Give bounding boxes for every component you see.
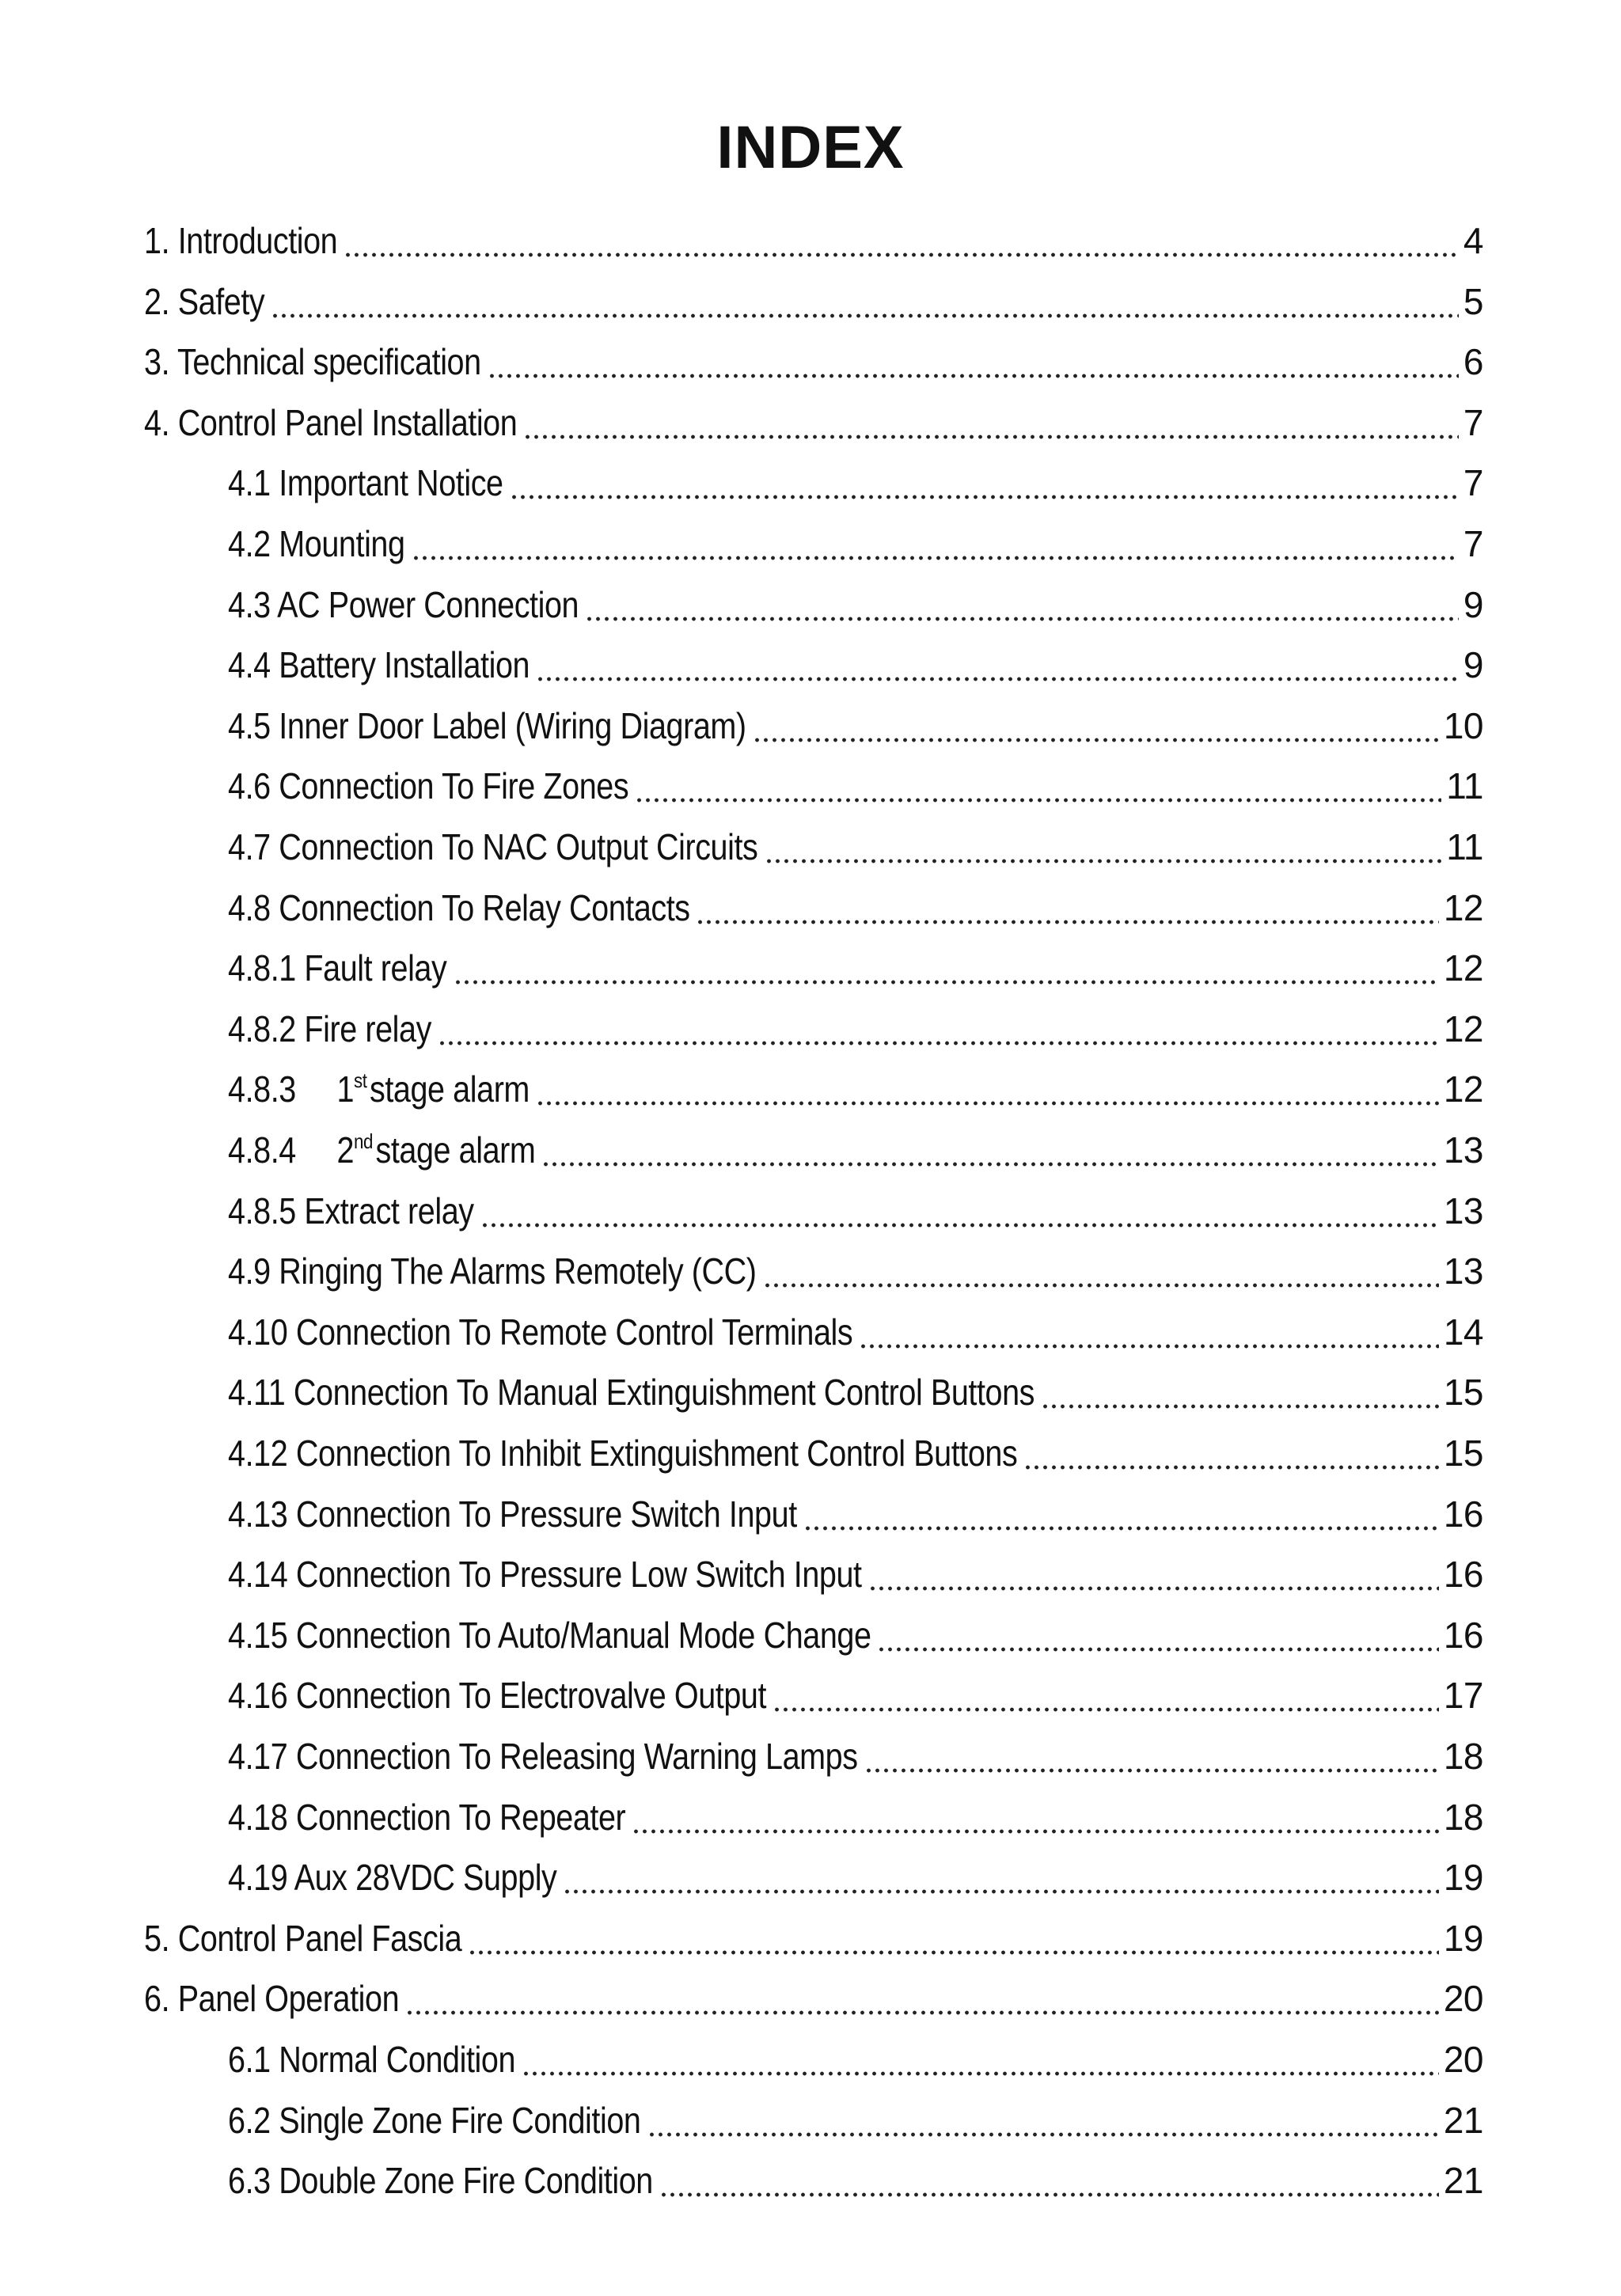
toc-entry[interactable] — [228, 575, 1483, 635]
toc-page-number: 18 — [1443, 1736, 1483, 1777]
toc-page-number: 16 — [1443, 1614, 1483, 1656]
toc-entry-title: 6.2 Single Zone Fire Condition — [228, 2099, 641, 2141]
dot-leader — [864, 1767, 1439, 1774]
dot-leader — [488, 372, 1459, 380]
toc-page-number: 19 — [1443, 1857, 1483, 1899]
toc-entry[interactable] — [228, 1605, 1483, 1665]
toc-entry[interactable] — [144, 1908, 1483, 1968]
dot-leader — [1023, 1463, 1439, 1471]
toc-entry-title: 6.3 Double Zone Fire Condition — [228, 2160, 653, 2202]
toc-entry[interactable] — [228, 2090, 1483, 2150]
toc-page-number: 4 — [1463, 220, 1483, 261]
dot-leader — [763, 1281, 1439, 1289]
toc-entry-title: 4.16 Connection To Electrovalve Output — [228, 1675, 767, 1717]
toc-entry[interactable] — [228, 1120, 1483, 1180]
toc-page-number: 15 — [1443, 1372, 1483, 1414]
toc-page-number: 9 — [1463, 583, 1483, 625]
toc-entry-title: 4.1 Important Notice — [228, 462, 503, 504]
toc-entry-text: stage alarm — [375, 1129, 536, 1171]
dot-leader — [405, 2009, 1439, 2017]
toc-page-number: 7 — [1463, 523, 1483, 564]
toc-entry-title: 1. Introduction — [144, 220, 338, 261]
dot-leader — [765, 857, 1441, 865]
toc-page-number: 21 — [1443, 2099, 1483, 2141]
dot-leader — [510, 493, 1459, 501]
toc-page-number: 21 — [1443, 2160, 1483, 2202]
dot-leader — [635, 796, 1441, 804]
dot-leader — [412, 554, 1459, 562]
toc-page-number: 10 — [1443, 704, 1483, 746]
toc-page-number: 16 — [1443, 1493, 1483, 1535]
toc-entry-title: 4.5 Inner Door Label (Wiring Diagram) — [228, 704, 746, 746]
toc-entry-title: 2. Safety — [144, 280, 265, 322]
toc-page-number: 15 — [1443, 1433, 1483, 1474]
toc-entry[interactable] — [228, 938, 1483, 998]
toc-entry[interactable] — [228, 1181, 1483, 1241]
toc-entry-title: 3. Technical specification — [144, 341, 481, 383]
toc-entry-title: 4.3 AC Power Connection — [228, 583, 579, 625]
dot-leader — [859, 1342, 1439, 1350]
toc-entry-text: stage alarm — [370, 1068, 530, 1110]
dot-leader — [803, 1524, 1439, 1532]
toc-page-number: 11 — [1446, 765, 1483, 807]
toc-ordinal-suffix: st — [354, 1068, 367, 1093]
toc-page-number: 9 — [1463, 644, 1483, 686]
dot-leader — [753, 736, 1439, 744]
toc-page-number: 12 — [1443, 1008, 1483, 1049]
toc-entry[interactable] — [228, 1544, 1483, 1604]
toc-page-number: 12 — [1443, 947, 1483, 989]
toc-entry[interactable] — [228, 453, 1483, 513]
dot-leader — [454, 978, 1439, 986]
toc-entry[interactable] — [228, 999, 1483, 1059]
toc-entry-title: 4. Control Panel Installation — [144, 401, 518, 443]
dot-leader — [522, 2070, 1439, 2078]
toc-entry-title: 4.6 Connection To Fire Zones — [228, 765, 629, 807]
toc-entry[interactable] — [144, 271, 1483, 332]
toc-entry[interactable] — [228, 1423, 1483, 1483]
toc-entry[interactable] — [228, 1059, 1483, 1119]
toc-ordinal-suffix: nd — [354, 1129, 374, 1153]
toc-page-number: 13 — [1443, 1129, 1483, 1171]
toc-entry[interactable] — [228, 1787, 1483, 1847]
toc-page-number: 17 — [1443, 1675, 1483, 1717]
toc-entry-title: 4.15 Connection To Auto/Manual Mode Change — [228, 1614, 871, 1656]
toc-page-number: 7 — [1463, 401, 1483, 443]
toc-page-number: 11 — [1446, 826, 1483, 867]
toc-entry[interactable] — [228, 1726, 1483, 1786]
toc-entry-title: 4.18 Connection To Repeater — [228, 1796, 626, 1838]
dot-leader — [523, 433, 1459, 441]
toc-page-number: 12 — [1443, 886, 1483, 928]
toc-entry[interactable] — [144, 1968, 1483, 2028]
toc-entry-title: 4.8.2 Fire relay — [228, 1008, 431, 1049]
toc-entry[interactable] — [228, 1484, 1483, 1544]
toc-entry-title — [228, 1059, 530, 1119]
toc-page-number: 12 — [1443, 1068, 1483, 1110]
dot-leader — [585, 615, 1459, 623]
toc-entry-title: 4.8 Connection To Relay Contacts — [228, 886, 690, 928]
dot-leader — [773, 1706, 1439, 1713]
toc-entry-title: 4.13 Connection To Pressure Switch Input — [228, 1493, 797, 1535]
dot-leader — [877, 1645, 1438, 1653]
toc-entry-title: 4.9 Ringing The Alarms Remotely (CC) — [228, 1250, 757, 1292]
toc-entry[interactable] — [228, 1362, 1483, 1422]
dot-leader — [468, 1949, 1439, 1956]
toc-entry-title: 4.2 Mounting — [228, 523, 405, 564]
toc-entry-title: 4.7 Connection To NAC Output Circuits — [228, 826, 758, 867]
toc-page-number: 13 — [1443, 1250, 1483, 1292]
dot-leader — [438, 1039, 1439, 1047]
toc-entry-title — [228, 1120, 535, 1180]
toc-section-number: 4.8.3 — [228, 1068, 296, 1110]
toc-ordinal-number: 2 — [336, 1129, 355, 1171]
dot-leader — [696, 918, 1438, 926]
toc-entry[interactable] — [228, 1302, 1483, 1362]
dot-leader — [541, 1160, 1439, 1168]
toc-entry-title: 4.11 Connection To Manual Extinguishment Control Buttons — [228, 1372, 1035, 1414]
toc-entry[interactable] — [144, 393, 1483, 453]
toc-entry-title: 4.10 Connection To Remote Control Terminals — [228, 1311, 853, 1353]
dot-leader — [868, 1584, 1439, 1592]
dot-leader — [647, 2131, 1439, 2139]
toc-entry[interactable] — [228, 696, 1483, 756]
toc-entry[interactable] — [144, 332, 1483, 392]
dot-leader — [1041, 1402, 1439, 1410]
toc-page-number: 16 — [1443, 1554, 1483, 1596]
toc-entry[interactable] — [144, 211, 1483, 271]
toc-entry[interactable] — [228, 817, 1483, 877]
toc-entry-title: 5. Control Panel Fascia — [144, 1917, 462, 1959]
toc-page-number: 20 — [1443, 2039, 1483, 2080]
dot-leader — [632, 1827, 1438, 1835]
dot-leader — [536, 1099, 1439, 1107]
toc-entry-title: 4.17 Connection To Releasing Warning Lamps — [228, 1736, 858, 1777]
toc-entry-title: 4.8.5 Extract relay — [228, 1190, 474, 1231]
toc-page-number: 20 — [1443, 1978, 1483, 2020]
toc-entry-title: 4.14 Connection To Pressure Low Switch Input — [228, 1554, 862, 1596]
dot-leader — [271, 312, 1459, 320]
dot-leader — [659, 2191, 1439, 2199]
toc-entry[interactable] — [228, 2150, 1483, 2211]
toc-entry[interactable] — [228, 2029, 1483, 2089]
toc-entry[interactable] — [228, 1241, 1483, 1301]
toc-entry-title: 6. Panel Operation — [144, 1978, 400, 2020]
dot-leader — [344, 251, 1459, 259]
toc-entry[interactable] — [228, 635, 1483, 695]
toc-page-number: 13 — [1443, 1190, 1483, 1231]
toc-entry-title: 4.8.1 Fault relay — [228, 947, 447, 989]
toc-page-number: 7 — [1463, 462, 1483, 504]
toc-ordinal-number: 1 — [336, 1068, 355, 1110]
toc-entry-title: 4.4 Battery Installation — [228, 644, 530, 686]
toc-entry-title: 6.1 Normal Condition — [228, 2039, 516, 2080]
dot-leader — [480, 1221, 1439, 1229]
toc-entry[interactable] — [228, 1665, 1483, 1725]
toc-page-number: 14 — [1443, 1311, 1483, 1353]
toc-entry[interactable] — [228, 878, 1483, 938]
toc-page-number: 5 — [1463, 280, 1483, 322]
toc-entry-title: 4.12 Connection To Inhibit Extinguishment Control Buttons — [228, 1433, 1018, 1474]
toc-entry-title: 4.19 Aux 28VDC Supply — [228, 1857, 557, 1899]
toc-entry[interactable] — [228, 1847, 1483, 1907]
toc-page-number: 18 — [1443, 1796, 1483, 1838]
toc-section-number: 4.8.4 — [228, 1129, 296, 1171]
toc-entry[interactable] — [228, 756, 1483, 816]
dot-leader — [563, 1888, 1438, 1896]
toc-entry[interactable] — [228, 514, 1483, 574]
dot-leader — [536, 675, 1459, 683]
toc-page-number: 19 — [1443, 1917, 1483, 1959]
toc-page-number: 6 — [1463, 341, 1483, 383]
page-title: INDEX — [716, 114, 905, 181]
